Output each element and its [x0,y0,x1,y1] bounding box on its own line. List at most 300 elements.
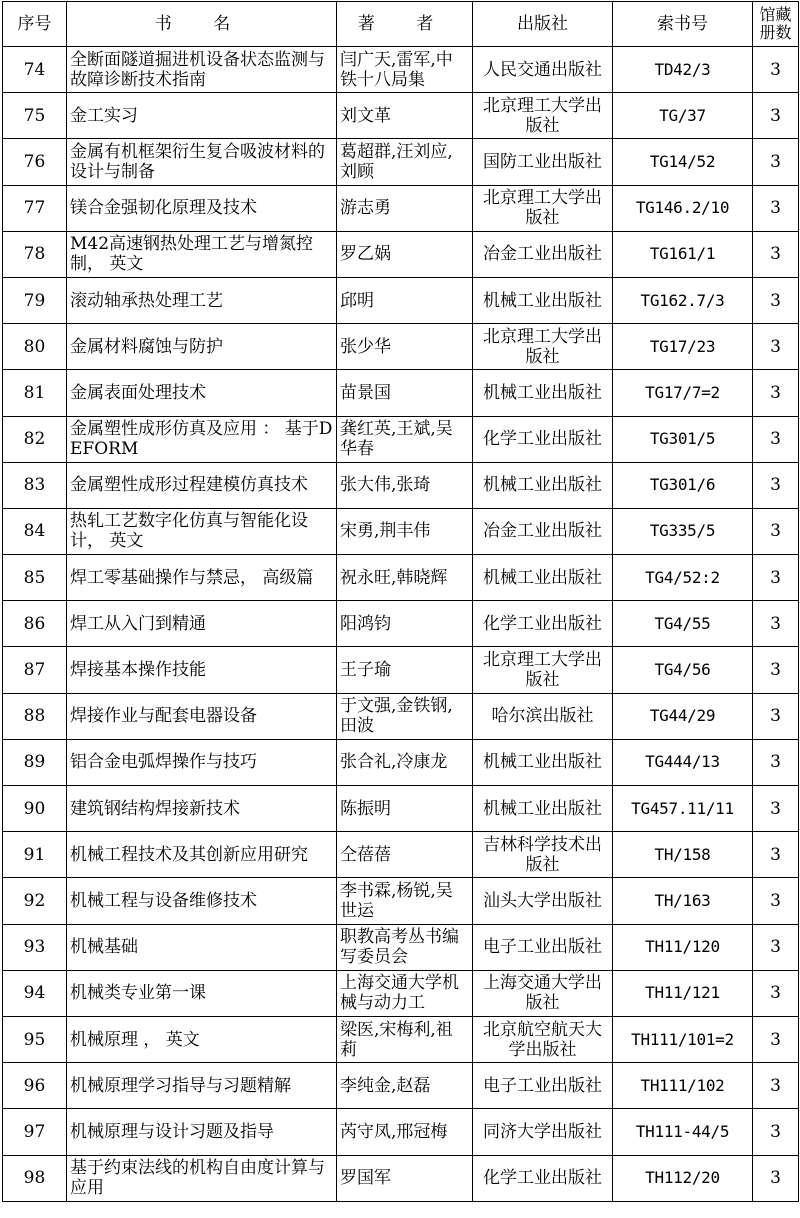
call-number-cell [613,878,753,924]
copies-count-cell [753,878,799,924]
book-title-cell [67,1155,337,1201]
book-title-cell [67,416,337,462]
book-author-cell [337,832,473,878]
book-title-cell [67,555,337,601]
book-title: M42高速钢热处理工艺与增氮控制， 英文 [70,234,314,275]
call-number-cell [613,370,753,416]
call-number: TG17/7=2 [645,382,720,402]
book-title-cell [67,139,337,185]
book-author: 邱明 [340,290,374,311]
row-number-cell [3,832,67,878]
book-publisher: 机械工业出版社 [483,290,602,311]
row-number: 81 [23,382,46,403]
copies-count-cell [753,832,799,878]
call-number: TG161/1 [649,244,716,264]
table-row [3,647,799,693]
book-author-cell [337,47,473,93]
copies-count-cell [753,47,799,93]
call-number-cell [613,555,753,601]
row-number: 76 [23,151,46,172]
table-row [3,508,799,554]
book-author: 于文强,金铁钢,田波 [340,696,453,737]
copies-count-cell [753,370,799,416]
book-author-cell [337,878,473,924]
call-number-cell [613,1109,753,1155]
book-publisher: 人民交通出版社 [483,59,602,80]
row-number-cell [3,878,67,924]
call-number: TG4/55 [654,613,711,633]
table-row [3,601,799,647]
table-row [3,370,799,416]
row-number-cell [3,370,67,416]
book-author: 苗景国 [340,382,391,403]
book-publisher: 机械工业出版社 [483,382,602,403]
table-row [3,1155,799,1201]
row-number: 98 [23,1168,46,1189]
book-author-cell [337,970,473,1016]
row-number-cell [3,324,67,370]
book-title: 机械工程与设备维修技术 [70,890,257,911]
table-row [3,1063,799,1109]
book-author-cell [337,739,473,785]
call-number-cell [613,693,753,739]
copies-count: 3 [770,59,781,80]
row-number-cell [3,416,67,462]
book-title-cell [67,462,337,508]
book-author: 罗国军 [340,1168,391,1189]
call-number-cell [613,924,753,970]
copies-count: 3 [770,890,781,911]
copies-count: 3 [770,429,781,450]
book-publisher-cell [473,47,613,93]
call-number: TH/163 [654,890,711,910]
call-number-cell [613,970,753,1016]
book-title: 焊工零基础操作与禁忌， 高级篇 [70,567,314,588]
call-number: TH111/102 [640,1075,725,1095]
book-author: 上海交通大学机械与动力工 [340,973,459,1014]
book-title: 机械原理与设计习题及指导 [70,1121,274,1142]
book-author-cell [337,555,473,601]
copies-count-cell [753,277,799,323]
row-number: 91 [23,844,46,865]
book-author: 职教高考丛书编写委员会 [340,927,459,968]
book-publisher-cell [473,324,613,370]
copies-count: 3 [770,475,781,496]
book-title: 热轧工艺数字化仿真与智能化设计， 英文 [70,511,308,552]
book-publisher-cell [473,878,613,924]
book-publisher-cell [473,508,613,554]
row-number-cell [3,47,67,93]
book-title: 金属有机框架衍生复合吸波材料的设计与制备 [70,141,325,182]
copies-count: 3 [770,290,781,311]
book-publisher-cell [473,277,613,323]
book-title-cell [67,93,337,139]
call-number: TD42/3 [654,59,711,79]
book-publisher-cell [473,370,613,416]
table-row [3,324,799,370]
book-publisher: 化学工业出版社 [483,1168,602,1189]
book-title-cell [67,647,337,693]
book-publisher: 北京理工大学出版社 [483,326,602,367]
book-publisher-cell [473,555,613,601]
copies-count: 3 [770,567,781,588]
copies-count-cell [753,1109,799,1155]
copies-count-cell [753,231,799,277]
row-number: 79 [23,290,46,311]
book-title-cell [67,508,337,554]
table-row [3,93,799,139]
book-title-cell [67,739,337,785]
book-title-cell [67,1016,337,1062]
book-author-cell [337,139,473,185]
book-author-cell [337,786,473,832]
book-author: 陈振明 [340,798,391,819]
book-title: 焊接作业与配套电器设备 [70,706,257,727]
table-row [3,185,799,231]
call-number: TG444/13 [645,752,720,772]
call-number-cell [613,601,753,647]
book-publisher: 北京理工大学出版社 [483,650,602,691]
row-number-cell [3,139,67,185]
book-title-cell [67,47,337,93]
call-number: TG17/23 [649,336,716,356]
book-publisher: 机械工业出版社 [483,752,602,773]
book-title: 建筑钢结构焊接新技术 [70,798,240,819]
copies-count-cell [753,601,799,647]
call-number-cell [613,786,753,832]
call-number: TG146.2/10 [635,198,730,218]
call-number-cell [613,139,753,185]
copies-count: 3 [770,382,781,403]
copies-count-cell [753,416,799,462]
call-number: TG457.11/11 [631,798,734,818]
copies-count-cell [753,786,799,832]
call-number: TG4/52:2 [645,567,720,587]
table-body [3,47,799,1202]
book-title: 金属塑性成形仿真及应用 ： 基于DEFORM [70,419,333,460]
copies-count: 3 [770,1075,781,1096]
book-author-cell [337,601,473,647]
header-publisher: 出版社 [473,2,613,47]
call-number-cell [613,1063,753,1109]
copies-count: 3 [770,151,781,172]
book-author-cell [337,93,473,139]
copies-count: 3 [770,1121,781,1142]
copies-count: 3 [770,1168,781,1189]
call-number-cell [613,416,753,462]
book-title: 机械原理学习指导与习题精解 [70,1075,291,1096]
call-number-cell [613,93,753,139]
row-number: 83 [23,475,46,496]
row-number-cell [3,693,67,739]
row-number-cell [3,231,67,277]
book-list-table [2,1,799,1202]
copies-count-cell [753,647,799,693]
book-title-cell [67,231,337,277]
book-title: 基于约束法线的机构自由度计算与应用 [70,1158,325,1199]
row-number-cell [3,508,67,554]
book-title-cell [67,786,337,832]
copies-count: 3 [770,336,781,357]
book-publisher: 汕头大学出版社 [483,890,602,911]
row-number-cell [3,93,67,139]
call-number: TH11/121 [645,983,720,1003]
row-number: 97 [23,1121,46,1142]
book-author: 祝永旺,韩晓辉 [340,567,448,588]
book-title: 金属表面处理技术 [70,382,206,403]
call-number-cell [613,277,753,323]
book-publisher: 北京理工大学出版社 [483,188,602,229]
book-publisher-cell [473,1063,613,1109]
row-number: 96 [23,1075,46,1096]
header-call-number: 索书号 [613,2,753,47]
call-number-cell [613,508,753,554]
copies-count: 3 [770,660,781,681]
book-publisher-cell [473,185,613,231]
book-publisher: 电子工业出版社 [483,937,602,958]
book-publisher: 机械工业出版社 [483,475,602,496]
row-number-cell [3,1155,67,1201]
copies-count-cell [753,139,799,185]
call-number: TG44/29 [649,706,716,726]
row-number: 95 [23,1029,46,1050]
book-author: 李纯金,赵磊 [340,1075,431,1096]
table-row [3,139,799,185]
call-number-cell [613,47,753,93]
book-publisher: 机械工业出版社 [483,567,602,588]
copies-count: 3 [770,521,781,542]
book-publisher-cell [473,139,613,185]
copies-count-cell [753,93,799,139]
book-title: 机械类专业第一课 [70,983,206,1004]
book-title-cell [67,277,337,323]
call-number-cell [613,647,753,693]
copies-count: 3 [770,706,781,727]
book-author-cell [337,1109,473,1155]
copies-count-cell [753,555,799,601]
header-no: 序号 [3,2,67,47]
book-publisher-cell [473,786,613,832]
call-number: TH112/20 [645,1168,720,1188]
row-number-cell [3,924,67,970]
call-number: TH11/120 [645,937,720,957]
book-author-cell [337,924,473,970]
book-title-cell [67,185,337,231]
book-author: 龚红英,王斌,吴华春 [340,419,453,460]
book-author-cell [337,462,473,508]
book-publisher-cell [473,93,613,139]
table-row [3,47,799,93]
book-author: 芮守凤,邢冠梅 [340,1121,448,1142]
row-number-cell [3,739,67,785]
book-author: 张合礼,冷康龙 [340,752,448,773]
table-row [3,924,799,970]
book-title: 焊接基本操作技能 [70,660,206,681]
row-number: 85 [23,567,46,588]
book-publisher-cell [473,924,613,970]
copies-count: 3 [770,752,781,773]
table-row [3,462,799,508]
copies-count-cell [753,924,799,970]
header-author: 著 者 [337,2,473,47]
book-author: 阳鸿钧 [340,613,391,634]
book-author: 张大伟,张琦 [340,475,431,496]
book-publisher-cell [473,1109,613,1155]
copies-count-cell [753,508,799,554]
copies-count-cell [753,1063,799,1109]
row-number: 78 [23,244,46,265]
book-author-cell [337,1155,473,1201]
call-number: TG301/5 [649,429,716,449]
copies-count: 3 [770,983,781,1004]
row-number-cell [3,786,67,832]
copies-count: 3 [770,198,781,219]
call-number-cell [613,1155,753,1201]
call-number-cell [613,324,753,370]
book-publisher-cell [473,231,613,277]
book-title: 金属材料腐蚀与防护 [70,336,223,357]
table-row [3,1016,799,1062]
book-title: 全断面隧道掘进机设备状态监测与故障诊断技术指南 [70,49,325,90]
call-number: TH111-44/5 [635,1121,730,1141]
book-title-cell [67,324,337,370]
table-row [3,970,799,1016]
book-publisher: 化学工业出版社 [483,429,602,450]
row-number: 77 [23,198,46,219]
book-publisher: 国防工业出版社 [483,151,602,172]
book-title: 机械原理 ， 英文 [70,1029,200,1050]
call-number: TH111/101=2 [631,1029,734,1049]
book-publisher-cell [473,970,613,1016]
book-publisher: 上海交通大学出版社 [483,973,602,1014]
header-copies: 馆藏册数 [753,2,799,47]
call-number: TG301/6 [649,475,716,495]
copies-count-cell [753,324,799,370]
book-title-cell [67,924,337,970]
copies-count-cell [753,1155,799,1201]
call-number: TG162.7/3 [640,290,725,310]
book-publisher: 机械工业出版社 [483,798,602,819]
book-title-cell [67,832,337,878]
row-number: 82 [23,429,46,450]
book-publisher-cell [473,693,613,739]
table-row [3,878,799,924]
book-title-cell [67,878,337,924]
book-publisher: 冶金工业出版社 [483,244,602,265]
row-number: 80 [23,336,46,357]
book-title: 机械工程技术及其创新应用研究 [70,844,308,865]
book-author: 张少华 [340,336,391,357]
table-row [3,231,799,277]
book-author-cell [337,231,473,277]
copies-count-cell [753,1016,799,1062]
copies-count-cell [753,693,799,739]
call-number: TH/158 [654,844,711,864]
copies-count-cell [753,462,799,508]
row-number: 93 [23,937,46,958]
book-title-cell [67,1109,337,1155]
row-number-cell [3,647,67,693]
row-number: 90 [23,798,46,819]
book-title-cell [67,970,337,1016]
copies-count: 3 [770,1029,781,1050]
book-title-cell [67,693,337,739]
book-title: 滚动轴承热处理工艺 [70,290,223,311]
book-author-cell [337,508,473,554]
copies-count: 3 [770,937,781,958]
book-author-cell [337,693,473,739]
book-publisher: 冶金工业出版社 [483,521,602,542]
table-row [3,832,799,878]
book-publisher-cell [473,601,613,647]
book-author: 宋勇,荆丰伟 [340,521,431,542]
book-title: 焊工从入门到精通 [70,613,206,634]
copies-count-cell [753,185,799,231]
book-author-cell [337,647,473,693]
row-number-cell [3,1063,67,1109]
call-number-cell [613,185,753,231]
book-author: 李书霖,杨锐,吴世运 [340,880,453,921]
row-number: 88 [23,706,46,727]
book-author: 葛超群,汪刘应,刘顾 [340,141,453,182]
book-publisher: 电子工业出版社 [483,1075,602,1096]
header-title: 书 名 [67,2,337,47]
row-number-cell [3,970,67,1016]
book-publisher: 化学工业出版社 [483,613,602,634]
book-author-cell [337,1063,473,1109]
call-number-cell [613,832,753,878]
call-number-cell [613,1016,753,1062]
book-publisher-cell [473,416,613,462]
book-publisher: 吉林科学技术出版社 [483,834,602,875]
call-number: TG335/5 [649,521,716,541]
copies-count: 3 [770,798,781,819]
row-number: 92 [23,890,46,911]
book-publisher-cell [473,1016,613,1062]
table-row [3,555,799,601]
row-number-cell [3,601,67,647]
call-number: TG/37 [659,105,706,125]
book-author-cell [337,370,473,416]
book-publisher-cell [473,1155,613,1201]
row-number: 74 [23,59,46,80]
table-row [3,277,799,323]
call-number-cell [613,231,753,277]
book-author-cell [337,277,473,323]
book-author: 罗乙娲 [340,244,391,265]
copies-count: 3 [770,244,781,265]
table-row [3,416,799,462]
table-row [3,786,799,832]
row-number-cell [3,555,67,601]
table-row [3,1109,799,1155]
row-number: 86 [23,613,46,634]
row-number: 89 [23,752,46,773]
copies-count: 3 [770,844,781,865]
row-number: 75 [23,105,46,126]
book-title-cell [67,1063,337,1109]
book-publisher: 哈尔滨出版社 [491,706,594,727]
row-number-cell [3,1109,67,1155]
book-publisher: 北京理工大学出版社 [483,95,602,136]
copies-count-cell [753,739,799,785]
row-number: 94 [23,983,46,1004]
book-title: 金工实习 [70,105,138,126]
book-publisher: 北京航空航天大学出版社 [483,1019,602,1060]
book-title: 金属塑性成形过程建模仿真技术 [70,475,308,496]
row-number: 87 [23,660,46,681]
call-number-cell [613,462,753,508]
